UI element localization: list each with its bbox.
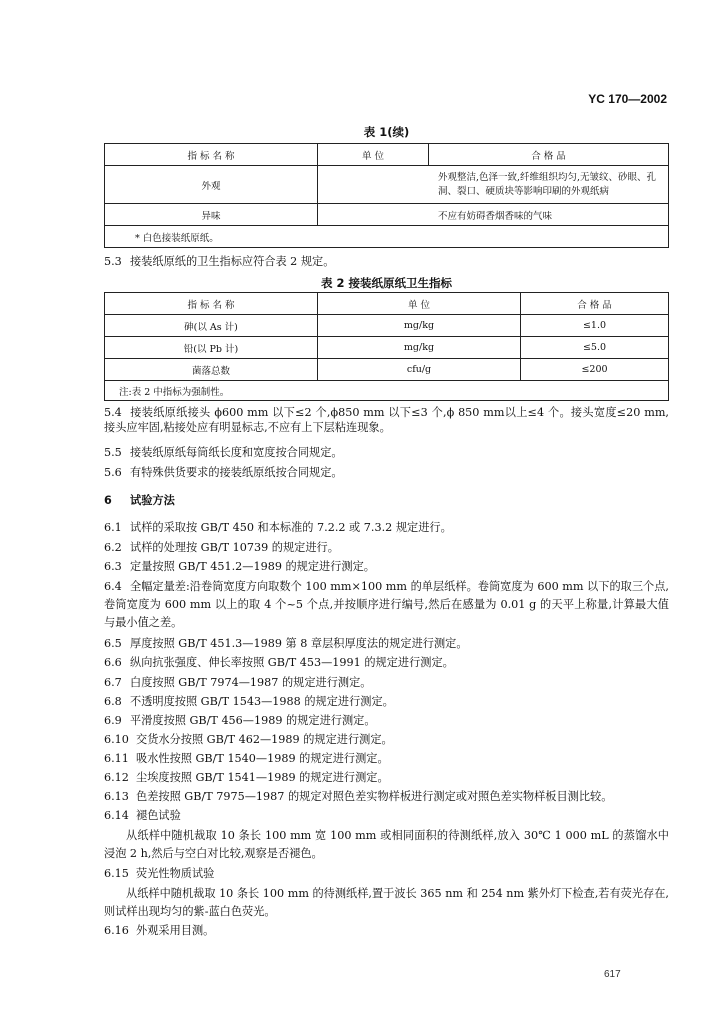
clause-6-6: 6.6 纵向抗张强度、伸长率按照 GB/T 453—1991 的规定进行测定。	[104, 656, 454, 669]
clause-6-14-title: 6.14 褪色试验	[104, 809, 181, 822]
table-row	[105, 359, 669, 381]
clause-6-16: 6.16 外观采用目测。	[104, 924, 215, 937]
table2-cell-value: ≤200	[521, 359, 669, 381]
table1-header-unit: 单 位	[318, 144, 429, 166]
clause-6-1: 6.1 试样的采取按 GB/T 450 和本标准的 7.2.2 或 7.3.2 规定进行。	[104, 521, 452, 534]
clause-6-11: 6.11 吸水性按照 GB/T 1540—1989 的规定进行测定。	[104, 752, 389, 765]
clause-6-4: 6.4 全幅定量差:沿卷筒宽度方向取数个 100 mm×100 mm 的单层纸样。卷筒宽度为 600 mm 以下的取三个点,卷筒宽度为 600 mm 以上的取 4 个~5 个点,并按顺序进行编号,然后在感量为 0.01 g 的天平上称量,计算最大值与最小值之差。	[104, 580, 669, 629]
clause-5-5: 5.5 接装纸原纸每筒纸长度和宽度按合同规定。	[104, 446, 343, 459]
table2	[104, 292, 669, 401]
table2-caption: 表 2 接装纸原纸卫生指标	[320, 276, 452, 290]
standard-code: YC 170—2002	[588, 92, 667, 106]
section-6-heading: 6 试验方法	[104, 494, 175, 507]
clause-5-6: 5.6 有特殊供货要求的接装纸原纸按合同规定。	[104, 466, 343, 479]
table2-cell-unit: mg/kg	[318, 337, 521, 359]
table2-header-row	[105, 293, 669, 315]
clause-6-2: 6.2 试样的处理按 GB/T 10739 的规定进行。	[104, 541, 339, 554]
clause-6-15-title: 6.15 荧光性物质试验	[104, 867, 215, 880]
table1-footnote: * 白色接装纸原纸。	[105, 226, 669, 248]
table1	[104, 143, 669, 248]
table2-cell-name: 铅(以 Pb 计)	[105, 337, 318, 359]
table2-cell-unit: mg/kg	[318, 315, 521, 337]
table2-cell-value: ≤5.0	[521, 337, 669, 359]
table1-cell-requirement: 外观整洁,色泽一致,纤维组织均匀,无皱纹、砂眼、孔洞、裂口、硬质块等影响印刷的外观纸病	[318, 166, 669, 204]
table-row	[105, 337, 669, 359]
clause-6-5: 6.5 厚度按照 GB/T 451.3—1989 第 8 章层积厚度法的规定进行测定。	[104, 637, 468, 650]
clause-6-12: 6.12 尘埃度按照 GB/T 1541—1989 的规定进行测定。	[104, 771, 389, 784]
clause-6-14-text: 从纸样中随机裁取 10 条长 100 mm 宽 100 mm 或相同面积的待测纸样,放入 30℃ 1 000 mL 的蒸馏水中浸泡 2 h,然后与空白对比较,观察是否褪色。	[104, 829, 669, 860]
table1-cell-requirement: 不应有妨碍香烟香味的气味	[318, 204, 669, 226]
page-number: 617	[604, 969, 621, 980]
table-row	[105, 166, 669, 204]
table1-caption: 表 1(续)	[363, 125, 410, 139]
table2-note: 注:表 2 中指标为强制性。	[105, 381, 669, 401]
clause-6-9: 6.9 平滑度按照 GB/T 456—1989 的规定进行测定。	[104, 714, 376, 727]
table2-note-row	[105, 381, 669, 401]
table2-header-unit: 单 位	[318, 293, 521, 315]
table1-header-name: 指 标 名 称	[105, 144, 318, 166]
table1-header-qualified: 合 格 品	[429, 144, 669, 166]
clause-5-4: 5.4 接装纸原纸接头 ϕ600 mm 以下≤2 个,ϕ850 mm 以下≤3 个,ϕ 850 mm以上≤4 个。接头宽度≤20 mm,接头应牢固,粘接处应有明显标志,不应有上下层粘连现象。	[104, 406, 669, 434]
clause-6-15-text: 从纸样中随机裁取 10 条长 100 mm 的待测纸样,置于波长 365 nm 和 254 nm 紫外灯下检查,若有荧光存在,则试样出现均匀的紫-蓝白色荧光。	[104, 887, 669, 918]
clause-6-7: 6.7 白度按照 GB/T 7974—1987 的规定进行测定。	[104, 676, 372, 689]
table2-cell-name: 砷(以 As 计)	[105, 315, 318, 337]
table2-cell-unit: cfu/g	[318, 359, 521, 381]
table1-header-row	[105, 144, 669, 166]
table1-cell-name: 异味	[105, 204, 318, 226]
clause-6-3: 6.3 定量按照 GB/T 451.2—1989 的规定进行测定。	[104, 560, 375, 573]
clause-6-13: 6.13 色差按照 GB/T 7975—1987 的规定对照色差实物样板进行测定或对照色差实物样板目测比较。	[104, 790, 613, 803]
clause-6-8: 6.8 不透明度按照 GB/T 1543—1988 的规定进行测定。	[104, 695, 394, 708]
table2-cell-value: ≤1.0	[521, 315, 669, 337]
table-row	[105, 315, 669, 337]
table1-cell-name: 外观	[105, 166, 318, 204]
clause-5-3: 5.3 接装纸原纸的卫生指标应符合表 2 规定。	[104, 255, 335, 268]
table-row	[105, 204, 669, 226]
table2-header-qualified: 合 格 品	[521, 293, 669, 315]
table2-header-name: 指 标 名 称	[105, 293, 318, 315]
clause-6-10: 6.10 交货水分按照 GB/T 462—1989 的规定进行测定。	[104, 733, 393, 746]
table1-footnote-row	[105, 226, 669, 248]
table2-cell-name: 菌落总数	[105, 359, 318, 381]
